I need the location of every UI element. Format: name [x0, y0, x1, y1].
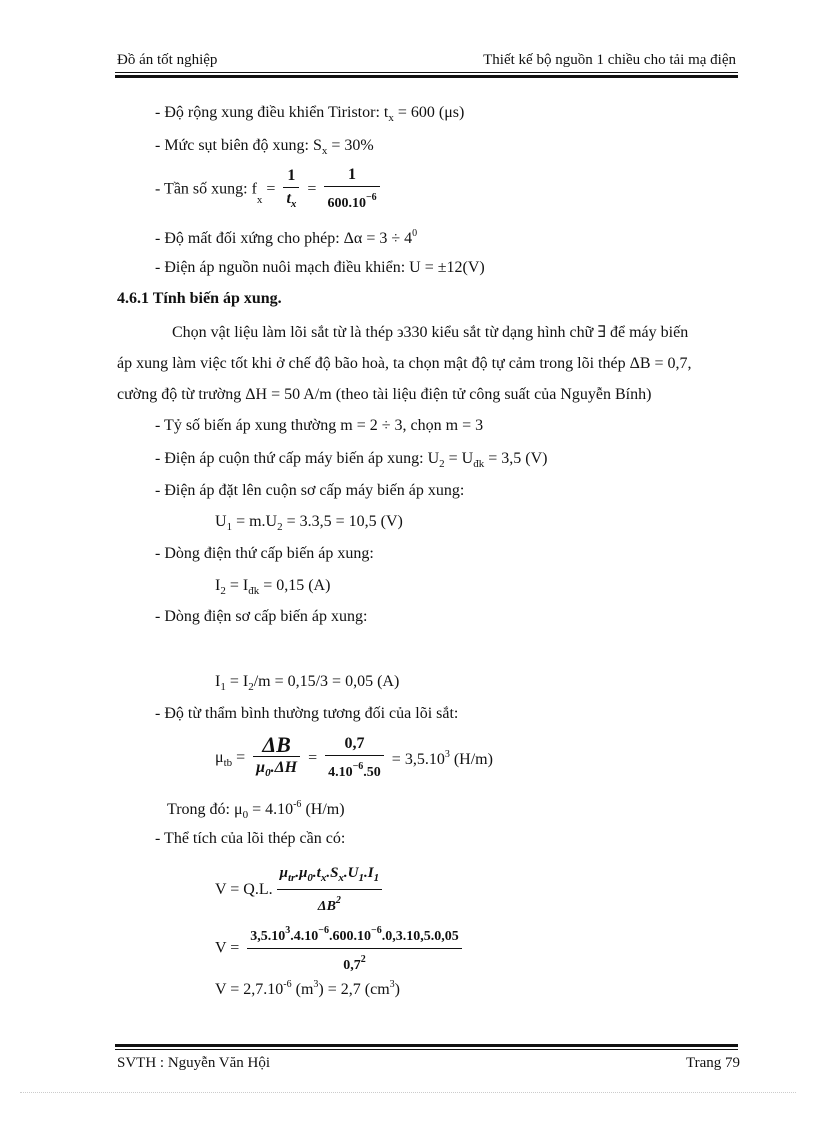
volume-substitution-fraction: $\frac{3,5.10^3.4.10^{-6}.600.10^{-6}.0,3.10,5.0,05}{0,7^2}$ [247, 920, 461, 977]
header-left: Đồ án tốt nghiệp [117, 52, 218, 68]
amplitude-drop-line: - Mức sụt biên độ xung: $S_x = 30\%$ [155, 137, 374, 157]
secondary-voltage-line: - Điện áp cuộn thứ cấp máy biến áp xung: $U_2 = U_{đk} = 3,5$ (V) [155, 450, 548, 470]
paragraph-line-3: cường độ từ trường ΔH = 50 A/m (theo tài liệu điện tử công suất của Nguyễn Bính) [117, 386, 652, 403]
header-rule-thin [115, 72, 738, 73]
footer-rule-thick [115, 1044, 738, 1047]
frequency-fraction-2: $\frac{1}{600.10^{-6}}$ [324, 164, 379, 215]
header-rule-thick [115, 75, 738, 78]
footer-author: SVTH : Nguyễn Văn Hội [117, 1055, 271, 1071]
ratio-line: - Tỷ số biến áp xung thường m = 2 ÷ 3, chọn m = 3 [155, 417, 484, 434]
mu0-definition: Trong đó: $\mu_0 = 4.10^{-6}$ (H/m) [167, 799, 345, 821]
permeability-heading: - Độ từ thẩm bình thường tương đối của lõi sắt: [155, 705, 459, 722]
secondary-current-formula: $I_2 = I_{đk} = 0,15$ (A) [215, 577, 331, 597]
primary-current-heading: - Dòng điện sơ cấp biến áp xung: [155, 608, 368, 625]
section-heading: 4.6.1 Tính biến áp xung. [117, 290, 282, 307]
frequency-fraction-1: $\frac{1}{t_x}$ [283, 165, 299, 215]
volume-heading: - Thể tích của lõi thép cần có: [155, 830, 346, 847]
volume-fraction: $\frac{\mu_{tr}.\mu_0.t_x.S_x.U_1.I_1}{\Delta B^2}$ [277, 862, 382, 918]
primary-current-formula: $I_1 = I_2/m = 0,15/3 = 0,05$ (A) [215, 673, 400, 693]
permeability-fraction-2: $\frac{0,7}{4.10^{-6}.50}$ [325, 733, 384, 784]
volume-substitution: V = $\frac{3,5.10^3.4.10^{-6}.600.10^{-6}.0,3.10,5.0,05}{0,7^2}$ [215, 920, 466, 977]
secondary-current-heading: - Dòng điện thứ cấp biến áp xung: [155, 545, 374, 562]
permeability-fraction-1: $\frac{\Delta B}{\mu_0.\Delta H}$ [253, 734, 300, 784]
volume-result: $V = 2,7.10^{-6}$ $(m^3) = 2,7$ $(cm^3)$ [215, 979, 400, 998]
supply-voltage-line: - Điện áp nguồn nuôi mạch điều khiển: U = ±12(V) [155, 259, 485, 276]
asymmetry-line: - Độ mất đối xứng cho phép: $\Delta\alpha = 3 \div 4^0$ [155, 228, 418, 247]
primary-voltage-heading: - Điện áp đặt lên cuộn sơ cấp máy biến áp xung: [155, 482, 465, 499]
footer-rule-thin [115, 1049, 738, 1050]
paragraph-line-1: Chọn vật liệu làm lõi sắt từ là thép ϶330 kiểu sắt từ dạng hình chữ ∃ để máy biến [172, 324, 689, 341]
header-right: Thiết kế bộ nguồn 1 chiều cho tải mạ điện [483, 52, 736, 68]
footer-page-number: Trang 79 [685, 1055, 740, 1071]
pulse-width-line: - Độ rộng xung điều khiển Tiristor: $t_x = 600$ (μs) [155, 104, 465, 124]
permeability-formula: $\mu_{tb}$ = $\frac{\Delta B}{\mu_0.\Delta H}$ = $\frac{0,7}{4.10^{-6}.50}$ = $3,5.10^3$ (H/m) [215, 733, 493, 784]
frequency-line: - Tần số xung: $f_x$ = $\frac{1}{t_x}$ = $\frac{1}{600.10^{-6}}$ [155, 164, 384, 215]
primary-voltage-formula: $U_1 = m.U_2 = 3.3,5 = 10,5$ (V) [215, 513, 403, 533]
page-edge-dots [20, 1092, 796, 1093]
paragraph-line-2: áp xung làm việc tốt khi ở chế độ bão hoà, ta chọn mật độ tự cảm trong lõi thép ΔB = 0,7, [117, 355, 692, 372]
volume-formula: V = Q.L. $\frac{\mu_{tr}.\mu_0.t_x.S_x.U_1.I_1}{\Delta B^2}$ [215, 862, 386, 918]
